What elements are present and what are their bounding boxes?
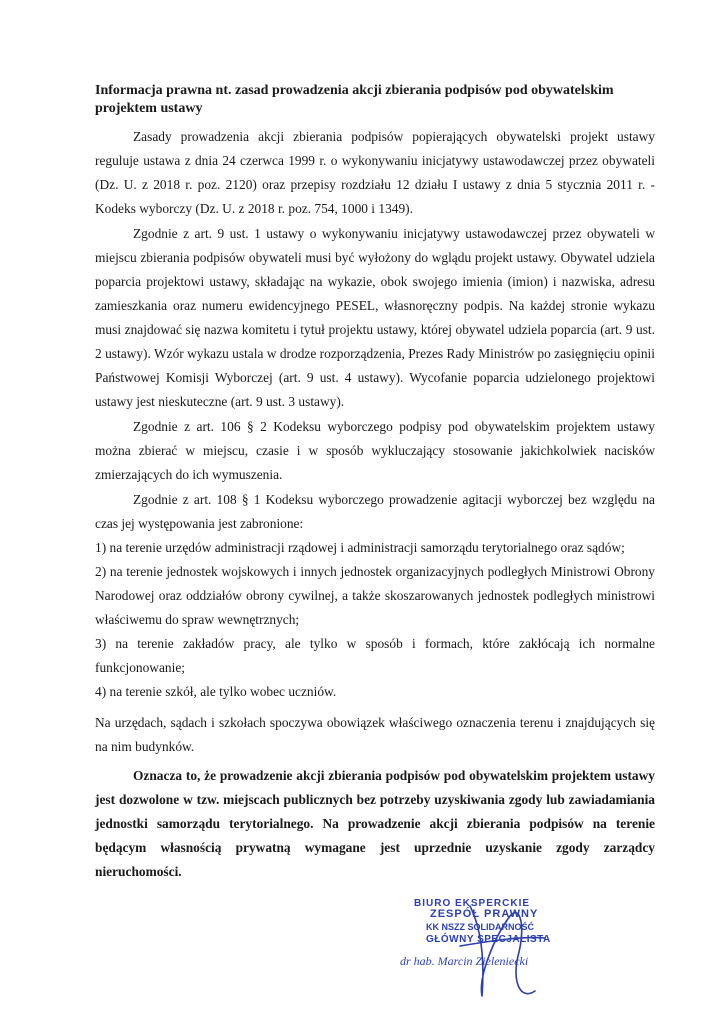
conclusion-paragraph: Oznacza to, że prowadzenie akcji zbierania podpisów pod obywatelskim projektem ustawy jest dozwolone w tzw. miejscach publicznych bez potrzeby uzyskiwania zgody lub zawiadamiania jednostki samorządu terytorialnego. Na prowadzenie akcji zbierania podpisów na terenie będącym własnością prywatną wymagane jest uprzednie uzyskanie zgody zarządcy nieruchomości. — [95, 768, 655, 879]
list-item: 4) na terenie szkół, ale tylko wobec uczniów. — [95, 684, 337, 699]
paragraph-1: Zasady prowadzenia akcji zbierania podpisów popierających obywatelski projekt ustawy reguluje ustawa z dnia 24 czerwca 1999 r. o wykonywaniu inicjatywy ustawodawczej przez obywateli (Dz. U. z 2018 r. poz. 2120) oraz przepisy rozdziału 12 działu I ustawy z dnia 5 stycznia 2011 r. - Kodeks wyborczy (Dz. U. z 2018 r. poz. 754, 1000 i 1349). — [95, 129, 655, 216]
closing-paragraph: Na urzędach, sądach i szkołach spoczywa obowiązek właściwego oznaczenia terenu i znajdujących się na nim budynków. — [95, 715, 655, 754]
handwritten-signature — [440, 896, 560, 1016]
stamp-line-name: dr hab. Marcin Zieleniecki — [400, 954, 529, 968]
document-title: Informacja prawna nt. zasad prowadzenia akcji zbierania podpisów pod obywatelskim projektem ustawy — [95, 83, 614, 116]
stamp-line-position: GŁÓWNY SPECJALISTA — [426, 934, 551, 945]
list-item: 3) na terenie zakładów pracy, ale tylko w sposób i formach, które zakłócają ich normalne funkcjonowanie; — [95, 636, 655, 675]
prohibited-places-list — [95, 536, 655, 704]
list-item: 1) na terenie urzędów administracji rządowej i administracji samorządu terytorialnego oraz sądów; — [95, 540, 625, 555]
paragraph-2: Zgodnie z art. 9 ust. 1 ustawy o wykonywaniu inicjatywy ustawodawczej przez obywateli w miejscu zbierania podpisów obywateli musi być wyłożony do wglądu projekt ustawy. Obywatel udziela poparcia projektowi ustawy, składając na wykazie, obok swojego imienia (imion) i nazwiska, adresu zamieszkania oraz numeru ewidencyjnego PESEL, własnoręczny podpis. Na każdej stronie wykazu musi znajdować się nazwa komitetu i tytuł projektu ustawy, której obywatel udziela poparcia (art. 9 ust. 2 ustawy). Wzór wykazu ustala w drodze rozporządzenia, Prezes Rady Ministrów po zasięgnięciu opinii Państwowej Komisji Wyborczej (art. 9 ust. 4 ustawy). Wycofanie poparcia udzielonego projektowi ustawy jest nieskuteczne (art. 9 ust. 3 ustawy). — [95, 226, 655, 409]
paragraph-4: Zgodnie z art. 108 § 1 Kodeksu wyborczego prowadzenie agitacji wyborczej bez względu na czas jej występowania jest zabronione: — [95, 492, 655, 531]
stamp-line-team: ZESPÓŁ PRAWNY — [430, 908, 539, 920]
stamp-line-union: KK NSZZ SOLIDARNOŚĆ — [426, 922, 534, 932]
stamp-line-office: BIURO EKSPERCKIE — [414, 898, 531, 909]
list-item: 2) na terenie jednostek wojskowych i innych jednostek organizacyjnych podległych Ministrowi Obrony Narodowej oraz oddziałów obrony cywilnej, a także skoszarowanych jednostek podległych ministrowi właściwemu do spraw wewnętrznych; — [95, 564, 655, 627]
paragraph-3: Zgodnie z art. 106 § 2 Kodeksu wyborczego podpisy pod obywatelskim projektem ustawy można zbierać w miejscu, czasie i w sposób wykluczający stosowanie jakichkolwiek nacisków zmierzających do ich wymuszenia. — [95, 419, 655, 482]
